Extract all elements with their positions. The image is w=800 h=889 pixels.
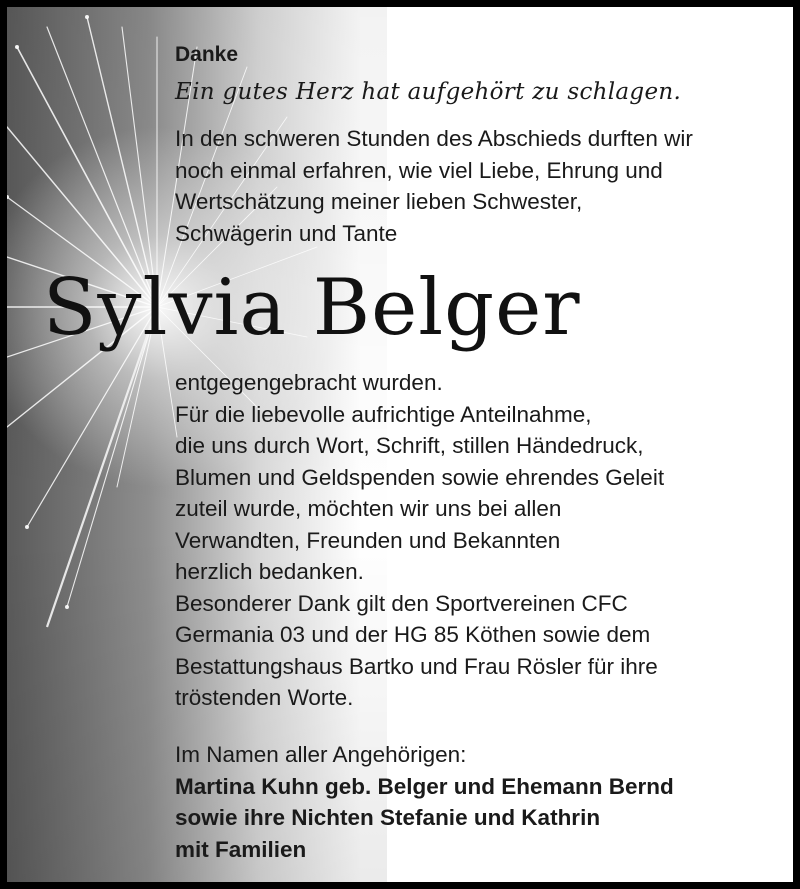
motto: Ein gutes Herz hat aufgehört zu schlagen. bbox=[175, 79, 682, 105]
text-line: Germania 03 und der HG 85 Köthen sowie dem bbox=[175, 622, 651, 647]
text-line: zuteil wurde, möchten wir uns bei allen bbox=[175, 496, 562, 521]
text-line: Blumen und Geldspenden sowie ehrendes Geleit bbox=[175, 464, 665, 490]
text-line: entgegengebracht wurden. bbox=[175, 370, 443, 395]
text-line: Wertschätzung meiner lieben Schwester, bbox=[175, 189, 583, 214]
text-line: Für die liebevolle aufrichtige Anteilnahme, bbox=[175, 401, 592, 427]
text-line: noch einmal erfahren, wie viel Liebe, Ehrung und bbox=[175, 157, 663, 183]
body-paragraph bbox=[175, 367, 664, 714]
text-line: die uns durch Wort, Schrift, stillen Händedruck, bbox=[175, 433, 644, 458]
text-line: herzlich bedanken. bbox=[175, 559, 364, 584]
heading: Danke bbox=[175, 43, 239, 66]
closing-section bbox=[175, 739, 674, 865]
signature-line: mit Familien bbox=[175, 836, 307, 862]
intro-paragraph bbox=[175, 123, 693, 249]
text-line: Schwägerin und Tante bbox=[175, 220, 398, 246]
text-line: In den schweren Stunden des Abschieds durften wir bbox=[175, 126, 693, 151]
closing-intro: Im Namen aller Angehörigen: bbox=[175, 742, 467, 767]
text-line: tröstenden Worte. bbox=[175, 685, 354, 710]
signature-line: sowie ihre Nichten Stefanie und Kathrin bbox=[175, 805, 601, 830]
text-line: Verwandten, Freunden und Bekannten bbox=[175, 527, 561, 553]
deceased-name: Sylvia Belger bbox=[43, 263, 581, 353]
text-line: Bestattungshaus Bartko und Frau Rösler für ihre bbox=[175, 653, 658, 679]
text-line: Besonderer Dank gilt den Sportvereinen CFC bbox=[175, 590, 628, 616]
signature-line: Martina Kuhn geb. Belger und Ehemann Bernd bbox=[175, 773, 674, 799]
